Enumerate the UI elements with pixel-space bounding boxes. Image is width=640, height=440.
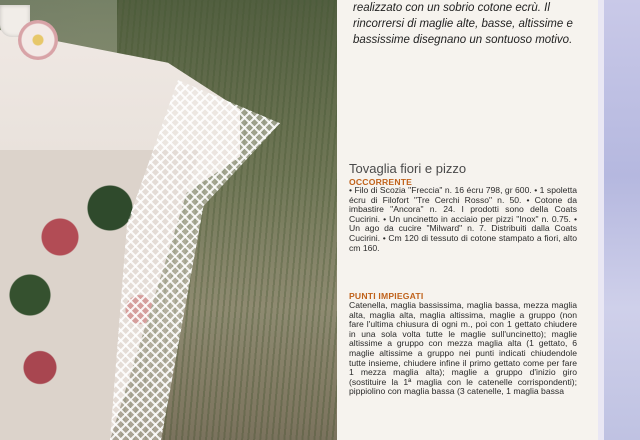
intro-paragraph: realizzato con un sobrio cotone ecrù. Il rincorrersi di maglie alte, basse, altissime e bassissime disegnano un sontuoso motivo.: [353, 2, 573, 46]
punti-impiegati-heading: PUNTI IMPIEGATI: [349, 291, 424, 301]
occorrente-body: • Filo di Scozia "Freccia" n. 16 écru 798, gr 600. • 1 spoletta écru di Filofort "Tre Cerchi Rosso" n. 50. • Cotone da imbastire "Ancora" n. 24. I prodotti sono della Coats Cucirini. • Un uncinetto in acciaio per pizzi "Inox" n. 0.75. • Un ago da cucire "Milward" n. 7. Distribuiti dalla Coats Cucirini. • Cm 120 di tessuto di cotone stampato a fiori, alto cm 160.: [349, 185, 577, 253]
text-column: [343, 0, 591, 440]
punti-impiegati-body: Catenella, maglia bassissima, maglia bassa, mezza maglia alta, maglia alta, maglia altissima, maglie a gruppo (non fare l'ultima chiusura di ogni m., poi con 1 gettato chiudere in una sola volta tutte le maglie sull'uncinetto); maglie altissime a gruppo con mezza maglia alta (1 gettato, 6 maglie altissime a gruppo nei punti indicati chiudendole tutte insieme, chiudere infine il primo gettato come per fare 1 mezza maglia alta); maglie a gruppo d'inizio giro (sostituire la 1ª maglia con le catenelle corrispondenti); pippiolino con maglia bassa (3 catenelle, 1 maglia bassa: [349, 300, 577, 397]
flower-decoration: [18, 20, 58, 60]
section-title: Tovaglia fiori e pizzo: [349, 161, 467, 176]
next-page-edge: [598, 0, 640, 440]
occorrente-heading: OCCORRENTE: [349, 177, 413, 187]
